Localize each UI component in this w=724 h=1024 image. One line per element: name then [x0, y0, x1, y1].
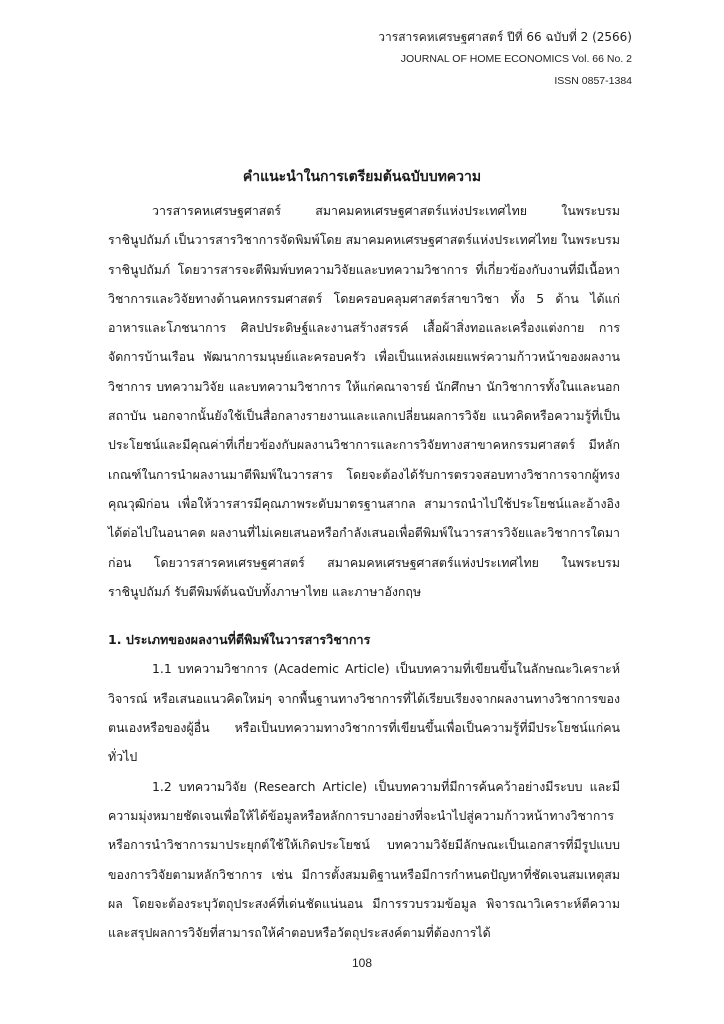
intro-paragraph: วารสารคหเศรษฐศาสตร์ สมาคมคหเศรษฐศาสตร์แห่งประเทศไทย ในพระบรมราชินูปถัมภ์ เป็นวารสารวิชาการจัดพิมพ์โดย สมาคมคหเศรษฐศาสตร์แห่งประเทศไทย ในพระบรมราชินูปถัมภ์ โดยวารสารจะตีพิมพ์บทความวิจัยและบทความวิชาการ ที่เกี่ยวข้องกับงานที่มีเนื้อหาวิชาการและวิจัยทางด้านคหกรรมศาสตร์ โดยครอบคลุมศาสตร์สาขาวิชา ทั้ง 5 ด้าน ได้แก่ อาหารและโภชนาการ ศิลปประดิษฐ์และงานสร้างสรรค์ เสื้อผ้าสิ่งทอและเครื่องแต่งกาย การจัดการบ้านเรือน พัฒนาการมนุษย์และครอบครัว เพื่อเป็นแหล่งเผยแพร่ความก้าวหน้าของผลงานวิชาการ บทความวิจัย และบทความวิชาการ ให้แก่คณาจารย์ นักศึกษา นักวิชาการทั้งในและนอกสถาบัน นอกจากนั้นยังใช้เป็นสื่อกลางรายงานและแลกเปลี่ยนผลการวิจัย แนวคิดหรือความรู้ที่เป็นประโยชน์และมีคุณค่าที่เกี่ยวข้องกับผลงานวิชาการและการวิจัยทางสาขาคหกรรมศาสตร์ มีหลักเกณฑ์ในการนำผลงานมาตีพิมพ์ในวารสาร โดยจะต้องได้รับการตรวจสอบทางวิชาการจากผู้ทรงคุณวุฒิก่อน เพื่อให้วารสารมีคุณภาพระดับมาตรฐานสากล สามารถนำไปใช้ประโยชน์และอ้างอิงได้ต่อไปในอนาคต ผลงานที่ไม่เคยเสนอหรือกำลังเสนอเพื่อตีพิมพ์ในวารสารวิจัยและวิชาการใดมาก่อน โดยวารสารคหเศรษฐศาสตร์ สมาคมคหเศรษฐศาสตร์แห่งประเทศไทย ในพระบรมราชินูปถัมภ์ รับตีพิมพ์ต้นฉบับทั้งภาษาไทย และภาษาอังกฤษ: [108, 203, 620, 599]
journal-title-thai: วารสารคหเศรษฐศาสตร์ ปีที่ 66 ฉบับที่ 2 (2566): [378, 30, 632, 44]
body-content: [108, 196, 620, 947]
issn-number: ISSN 0857-1384: [554, 75, 632, 87]
journal-header: [378, 26, 632, 92]
page-title: คำแนะนำในการเตรียมต้นฉบับบทความ: [242, 169, 482, 185]
academic-article-paragraph: 1.1 บทความวิชาการ (Academic Article) เป็นบทความที่เขียนขึ้นในลักษณะวิเคราะห์วิจารณ์ หรือเสนอแนวคิดใหม่ๆ จากพื้นฐานทางวิชาการที่ได้เรียบเรียงจากผลงานทางวิชาการของตนเองหรือของผู้อื่น หรือเป็นบทความทางวิชาการที่เขียนขึ้นเพื่อเป็นความรู้ที่มีประโยชน์แก่คนทั่วไป: [108, 661, 620, 765]
research-article-paragraph: 1.2 บทความวิจัย (Research Article) เป็นบทความที่มีการค้นคว้าอย่างมีระบบ และมีความมุ่งหมายชัดเจนเพื่อให้ได้ข้อมูลหรือหลักการบางอย่างที่จะนำไปสู่ความก้าวหน้าทางวิชาการ หรือการนำวิชาการมาประยุกต์ใช้ให้เกิดประโยชน์ บทความวิจัยมีลักษณะเป็นเอกสารที่มีรูปแบบของการวิจัยตามหลักวิชาการ เช่น มีการตั้งสมมติฐานหรือมีการกำหนดปัญหาที่ชัดเจนสมเหตุสมผล โดยจะต้องระบุวัตถุประสงค์ที่เด่นชัดแน่นอน มีการรวบรวมข้อมูล พิจารณาวิเคราะห์ตีความ และสรุปผลการวิจัยที่สามารถให้คำตอบหรือวัตถุประสงค์ตามที่ต้องการได้: [108, 778, 620, 941]
page-number: 108: [351, 956, 373, 970]
journal-title-english: JOURNAL OF HOME ECONOMICS Vol. 66 No. 2: [400, 53, 632, 65]
section-heading: 1. ประเภทของผลงานที่ตีพิมพ์ในวารสารวิชาการ: [108, 632, 371, 648]
